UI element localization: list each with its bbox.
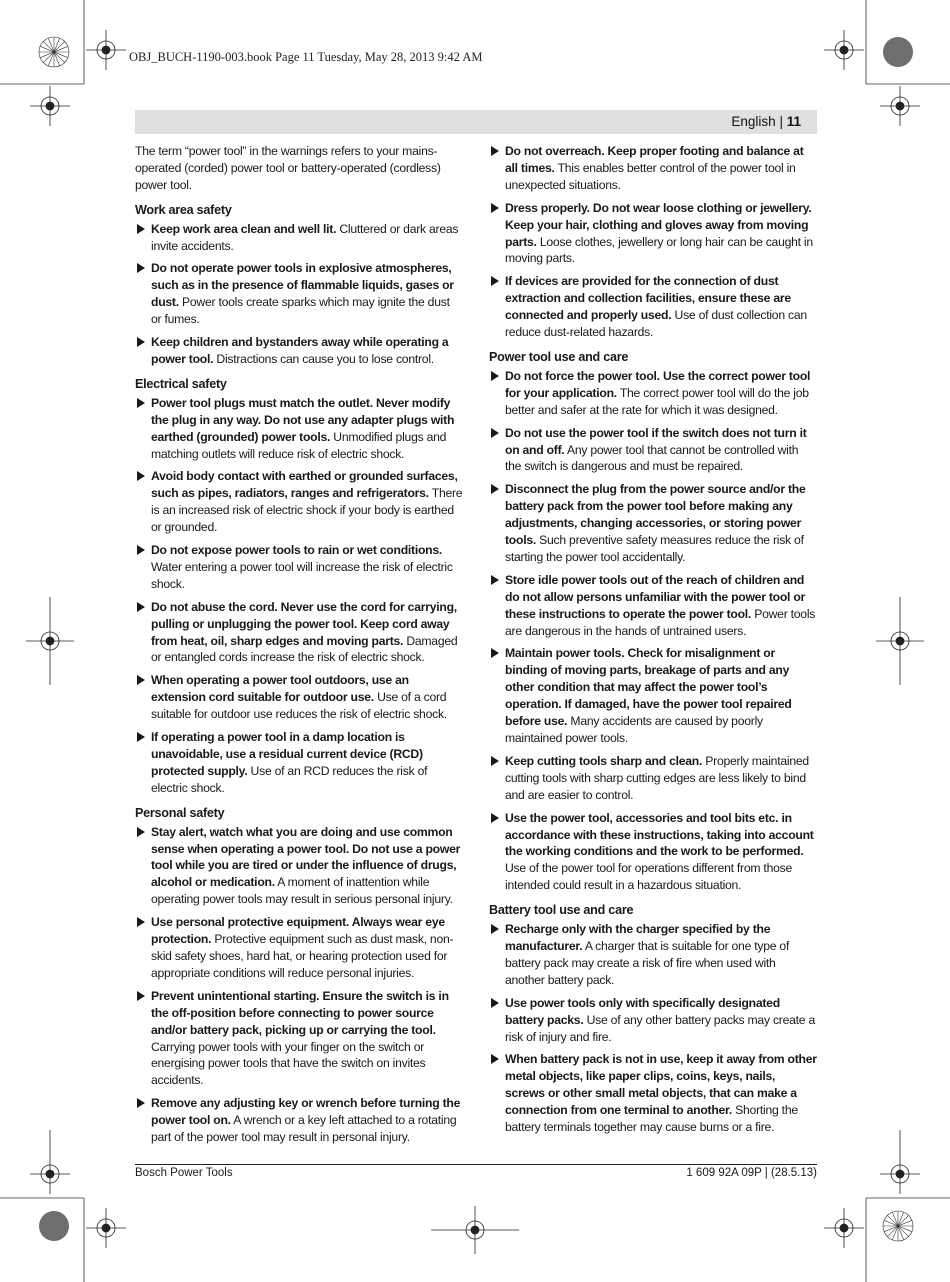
- warning-item: [135, 824, 463, 909]
- warning-item: [135, 334, 463, 368]
- warning-instruction: When operating a power tool outdoors, use an extension cord suitable for outdoor use.: [151, 673, 409, 705]
- header-separator: |: [779, 114, 783, 129]
- warning-instruction: Use personal protective equipment. Always wear eye protection.: [151, 915, 445, 947]
- triangle-bullet-icon: [491, 1054, 499, 1064]
- warning-item: [135, 729, 463, 797]
- warning-instruction: Keep cutting tools sharp and clean.: [505, 753, 703, 768]
- warning-item: [489, 995, 817, 1046]
- warning-explanation: Such preventive safety measures reduce the risk of starting the power tool accidentally.: [505, 533, 804, 564]
- warning-item: [489, 645, 817, 746]
- warning-instruction: Keep work area clean and well lit.: [151, 221, 337, 236]
- warning-instruction: Do not force the power tool. Use the correct power tool for your application.: [505, 368, 811, 400]
- warning-explanation: Power tools create sparks which may ignite the dust or fumes.: [151, 295, 450, 327]
- triangle-bullet-icon: [137, 337, 145, 347]
- warning-instruction: Recharge only with the charger specified by the manufacturer.: [505, 922, 771, 953]
- triangle-bullet-icon: [137, 471, 145, 481]
- warning-item: [489, 1051, 817, 1136]
- triangle-bullet-icon: [137, 224, 145, 234]
- density-dot-icon: [883, 37, 913, 67]
- warning-explanation: Unmodified plugs and matching outlets will reduce risk of electric shock.: [151, 429, 447, 461]
- section-heading: Power tool use and care: [489, 349, 629, 364]
- warning-explanation: Carrying power tools with your finger on the switch or energising power tools that have the switch on invites accidents.: [151, 1039, 426, 1088]
- triangle-bullet-icon: [137, 917, 145, 927]
- warning-instruction: Maintain power tools. Check for misalignment or binding of moving parts, breakage of parts and any other condition that may affect the power tool’s operation. If damaged, have the power tool repaired before use.: [505, 646, 792, 729]
- density-dot-icon: [39, 1211, 69, 1241]
- warning-item: [135, 542, 463, 593]
- page-number: 11: [786, 114, 801, 129]
- warning-item: [135, 468, 463, 536]
- warning-explanation: A charger that is suitable for one type of battery pack may create a risk of fire when used with another battery pack.: [505, 938, 790, 987]
- warning-explanation: Use of any other battery packs may create a risk of injury and fire.: [505, 1012, 815, 1044]
- triangle-bullet-icon: [491, 998, 499, 1008]
- warning-instruction: If operating a power tool in a damp location is unavoidable, use a residual current device (RCD) protected supply.: [151, 730, 423, 778]
- left-sections: [135, 202, 463, 1146]
- section-heading: Battery tool use and care: [489, 903, 634, 918]
- warning-instruction: Store idle power tools out of the reach of children and do not allow persons unfamiliar with the power tool or these instructions to operate the power tool.: [505, 572, 806, 621]
- warning-item: [489, 572, 817, 640]
- warning-explanation: Water entering a power tool will increase the risk of electric shock.: [151, 559, 453, 591]
- triangle-bullet-icon: [137, 827, 145, 837]
- warning-item: [489, 481, 817, 566]
- header-language: English: [731, 114, 776, 129]
- warning-explanation: Power tools are dangerous in the hands of untrained users.: [505, 606, 816, 638]
- triangle-bullet-icon: [137, 1098, 145, 1108]
- warning-explanation: Use of dust collection can reduce dust-related hazards.: [505, 308, 807, 340]
- warning-explanation: Loose clothes, jewellery or long hair can be caught in moving parts.: [505, 234, 813, 266]
- section-heading: Work area safety: [135, 202, 232, 217]
- triangle-bullet-icon: [491, 203, 499, 213]
- warning-explanation: Protective equipment such as dust mask, non-skid safety shoes, hard hat, or hearing protection used for appropriate conditions will reduce personal injuries.: [151, 932, 454, 980]
- warning-item: [135, 395, 463, 463]
- warning-instruction: Prevent unintentional starting. Ensure the switch is in the off-position before connecting to power source and/or battery pack, picking up or carrying the tool.: [151, 988, 449, 1037]
- triangle-bullet-icon: [137, 398, 145, 408]
- header-band: [135, 110, 817, 134]
- warning-item: [135, 914, 463, 982]
- warning-explanation: The correct power tool will do the job better and safer at the rate for which it was designed.: [505, 385, 809, 417]
- warning-item: [489, 368, 817, 419]
- warning-explanation: Properly maintained cutting tools with sharp cutting edges are less likely to bind and are easier to control.: [505, 753, 809, 802]
- triangle-bullet-icon: [491, 484, 499, 494]
- warning-explanation: Damaged or entangled cords increase the risk of electric shock.: [151, 633, 458, 665]
- warning-instruction: If devices are provided for the connection of dust extraction and collection facilities, ensure these are connected and properly used.: [505, 274, 791, 323]
- warning-item: [489, 921, 817, 989]
- warning-item: [489, 273, 817, 341]
- warning-explanation: Use of an RCD reduces the risk of electric shock.: [151, 763, 428, 795]
- triangle-bullet-icon: [491, 648, 499, 658]
- warning-explanation: Shorting the battery terminals together may cause burns or a fire.: [505, 1103, 798, 1135]
- left-column: [135, 143, 463, 1152]
- warning-instruction: Disconnect the plug from the power source and/or the battery pack from the power tool before making any adjustments, changing accessories, or storing power tools.: [505, 482, 806, 548]
- warning-instruction: Do not use the power tool if the switch does not turn it on and off.: [505, 425, 807, 457]
- right-sections: [489, 349, 817, 1136]
- warning-explanation: Use of the power tool for operations different from those intended could result in a hazardous situation.: [505, 861, 792, 893]
- warning-instruction: Do not abuse the cord. Never use the cord for carrying, pulling or unplugging the power tool. Keep cord away from heat, oil, sharp edges and moving parts.: [151, 599, 457, 648]
- right-top-items: [489, 143, 817, 341]
- section-heading: Personal safety: [135, 805, 225, 820]
- warning-explanation: Many accidents are caused by poorly maintained power tools.: [505, 714, 763, 745]
- warning-explanation: Cluttered or dark areas invite accidents.: [151, 221, 459, 253]
- intro-paragraph: The term “power tool” in the warnings refers to your mains-operated (corded) power tool or battery-operated (cordless) power tool.: [135, 144, 441, 192]
- triangle-bullet-icon: [491, 146, 499, 156]
- warning-item: [135, 221, 463, 255]
- print-slug: OBJ_BUCH-1190-003.book Page 11 Tuesday, May 28, 2013 9:42 AM: [129, 50, 483, 64]
- footer-doc-code: 1 609 92A 09P | (28.5.13): [686, 1167, 817, 1179]
- running-header: [731, 114, 801, 129]
- star-target-icon: [39, 37, 69, 67]
- warning-item: [489, 753, 817, 804]
- warning-instruction: Stay alert, watch what you are doing and use common sense when operating a power tool. Do not use a power tool while you are tired or under the influence of drugs, alcohol or medication.: [151, 824, 461, 890]
- warning-item: [489, 810, 817, 895]
- warning-item: [489, 425, 817, 476]
- triangle-bullet-icon: [137, 991, 145, 1001]
- triangle-bullet-icon: [491, 924, 499, 934]
- triangle-bullet-icon: [491, 756, 499, 766]
- warning-instruction: When battery pack is not in use, keep it away from other metal objects, like paper clips, coins, keys, nails, screws or other small metal objects, that can make a connection from one terminal to another.: [505, 1052, 817, 1118]
- triangle-bullet-icon: [137, 675, 145, 685]
- triangle-bullet-icon: [491, 276, 499, 286]
- warning-item: [489, 200, 817, 268]
- warning-instruction: Do not overreach. Keep proper footing and balance at all times.: [505, 144, 804, 175]
- warning-explanation: Distractions can cause you to lose control.: [213, 351, 434, 366]
- warning-item: [135, 260, 463, 328]
- footer-brand: Bosch Power Tools: [135, 1167, 233, 1179]
- warning-instruction: Remove any adjusting key or wrench before turning the power tool on.: [151, 1096, 461, 1128]
- star-target-icon: [883, 1211, 913, 1241]
- section-heading: Electrical safety: [135, 376, 227, 391]
- warning-item: [489, 143, 817, 194]
- triangle-bullet-icon: [491, 428, 499, 438]
- warning-explanation: There is an increased risk of electric shock if your body is earthed or grounded.: [151, 486, 463, 535]
- warning-instruction: Power tool plugs must match the outlet. Never modify the plug in any way. Do not use any adapter plugs with earthed (grounded) power tools.: [151, 395, 455, 444]
- warning-instruction: Keep children and bystanders away while operating a power tool.: [151, 335, 449, 366]
- warning-explanation: Any power tool that cannot be controlled with the switch is dangerous and must be repaired.: [505, 442, 799, 474]
- warning-item: [135, 599, 463, 667]
- warning-instruction: Use the power tool, accessories and tool bits etc. in accordance with these instructions, taking into account the working conditions and the work to be performed.: [505, 810, 814, 859]
- triangle-bullet-icon: [491, 813, 499, 823]
- warning-instruction: Dress properly. Do not wear loose clothing or jewellery. Keep your hair, clothing and gloves away from moving parts.: [505, 200, 812, 249]
- warning-instruction: Avoid body contact with earthed or grounded surfaces, such as pipes, radiators, ranges and refrigerators.: [151, 469, 458, 501]
- triangle-bullet-icon: [491, 575, 499, 585]
- warning-item: [135, 1095, 463, 1146]
- warning-item: [135, 672, 463, 723]
- triangle-bullet-icon: [491, 371, 499, 381]
- footer-rule: [135, 1164, 817, 1165]
- warning-explanation: A wrench or a key left attached to a rotating part of the power tool may result in personal injury.: [151, 1113, 457, 1145]
- warning-item: [135, 988, 463, 1089]
- triangle-bullet-icon: [137, 263, 145, 273]
- triangle-bullet-icon: [137, 732, 145, 742]
- warning-explanation: This enables better control of the power tool in unexpected situations.: [505, 160, 796, 192]
- triangle-bullet-icon: [137, 545, 145, 555]
- warning-explanation: A moment of inattention while operating power tools may result in serious personal injury.: [151, 875, 453, 907]
- triangle-bullet-icon: [137, 602, 145, 612]
- warning-instruction: Do not expose power tools to rain or wet conditions.: [151, 543, 443, 558]
- warning-instruction: Do not operate power tools in explosive atmospheres, such as in the presence of flammable liquids, gases or dust.: [151, 261, 454, 310]
- warning-instruction: Use power tools only with specifically designated battery packs.: [505, 995, 780, 1027]
- warning-explanation: Use of a cord suitable for outdoor use reduces the risk of electric shock.: [151, 690, 447, 722]
- right-column: [489, 143, 817, 1142]
